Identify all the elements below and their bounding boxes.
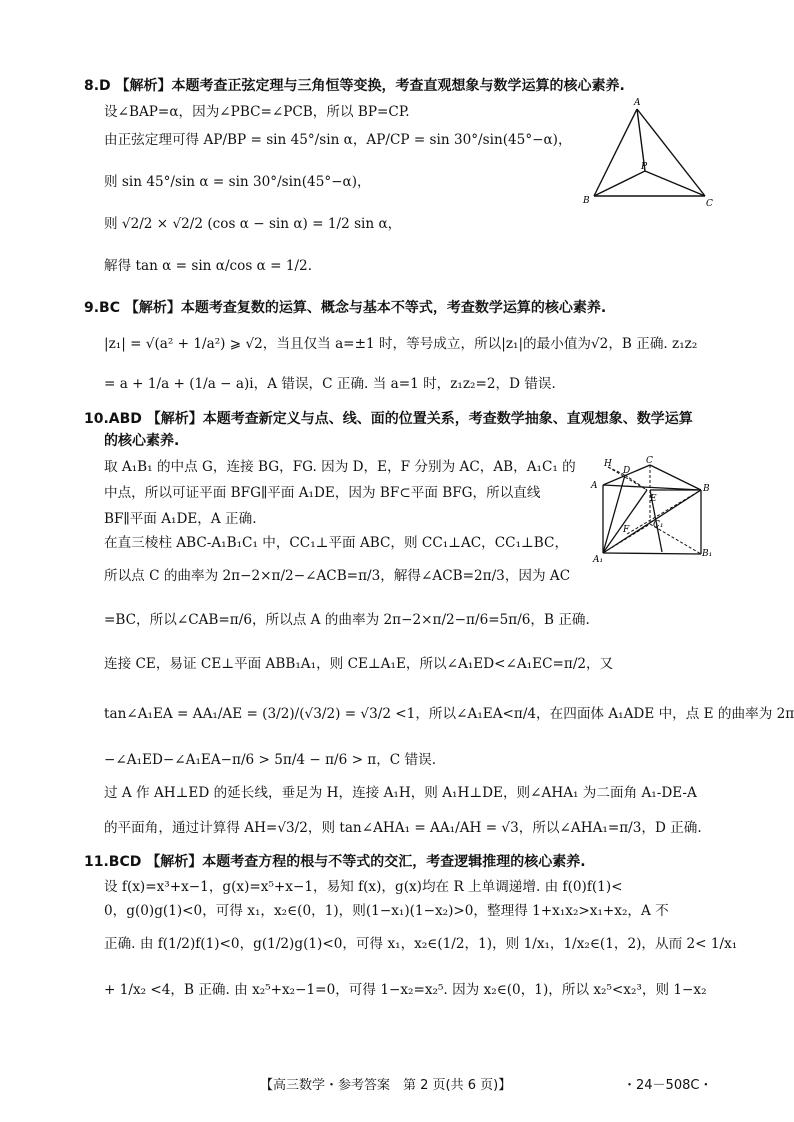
prism-label-b: B [703,484,710,494]
q10-line-7: 连接 CE，易证 CE⊥平面 ABB₁A₁，则 CE⊥A₁E，所以∠A₁ED<∠A₁EC=π/2，又 [104,656,614,672]
footer-page-info: 【高三数学・参考答案 第 2 页(共 6 页)】 [260,1078,512,1093]
point-p-label: P [641,162,648,172]
q10-heading: 10.ABD 【解析】本题考查新定义与点、线、面的位置关系，考查数学抽象、直观想象、数学运算 [84,411,693,427]
q8-line-3: 则 sin 45°/sin α = sin 30°/sin(45°−α)， [104,174,371,190]
q10-line-2: 中点，所以可证平面 BFG∥平面 A₁DE，因为 BF⊂平面 BFG，所以直线 [104,485,541,501]
prism-label-c: C [646,456,653,466]
q10-line-10: 过 A 作 AH⊥ED 的延长线，垂足为 H，连接 A₁H，则 A₁H⊥DE，则∠AHA₁ 为二面角 A₁-DE-A [104,785,697,801]
q9-line-2: = a + 1/a + (1/a − a)i，A 错误，C 正确. 当 a=1 时，z₁z₂=2，D 错误. [104,376,556,392]
triangle-figure [578,96,718,212]
q9-line-1: |z₁| = √(a² + 1/a²) ⩾ √2，当且仅当 a=±1 时，等号成立，所以|z₁|的最小值为√2，B 正确. z₁z₂ [104,336,698,352]
q11-heading: 11.BCD 【解析】本题考查方程的根与不等式的交汇，考查逻辑推理的核心素养. [84,854,586,870]
prism-label-h: H [604,459,612,469]
vertex-b-label: B [583,196,590,206]
q10-line-3: BF∥平面 A₁DE，A 正确. [104,511,257,527]
q9-heading: 9.BC 【解析】本题考查复数的运算、概念与基本不等式，考查数学运算的核心素养. [84,300,607,316]
q11-line-4: + 1/x₂ <4，B 正确. 由 x₂⁵+x₂−1=0，可得 1−x₂=x₂⁵. 因为 x₂∈(0，1)，所以 x₂⁵<x₂³，则 1−x₂ [104,982,707,998]
prism-label-b1: B₁ [702,549,713,559]
q11-line-2: 0，g(0)g(1)<0，可得 x₁，x₂∈(0，1)，则(1−x₁)(1−x₂)>0，整理得 1+x₁x₂>x₁+x₂，A 不 [104,903,669,919]
q10-line-4: 在直三棱柱 ABC-A₁B₁C₁ 中，CC₁⊥平面 ABC，则 CC₁⊥AC，CC₁⊥BC， [104,535,569,551]
q10-line-5: 所以点 C 的曲率为 2π−2×π/2−∠ACB=π/3，解得∠ACB=2π/3，因为 AC [104,568,571,584]
vertex-c-label: C [706,199,713,209]
prism-label-d: D [623,466,631,476]
q10-line-8: tan∠A₁EA = AA₁/AE = (3/2)/(√3/2) = √3/2 <1，所以∠A₁EA<π/4，在四面体 A₁ADE 中，点 E 的曲率为 2π [104,706,794,722]
q8-heading: 8.D 【解析】本题考查正弦定理与三角恒等变换，考查直观想象与数学运算的核心素养. [84,78,625,94]
q11-line-1: 设 f(x)=x³+x−1，g(x)=x⁵+x−1，易知 f(x)，g(x)均在 R 上单调递增. 由 f(0)f(1)< [104,879,623,895]
prism-figure [590,454,720,564]
prism-label-c1: C₁ [653,520,664,530]
q8-line-4: 则 √2/2 × √2/2 (cos α − sin α) = 1/2 sin α， [104,216,402,232]
q8-line-1: 设∠BAP=α，因为∠PBC=∠PCB，所以 BP=CP. [104,104,410,120]
q10-line-6: =BC，所以∠CAB=π/6，所以点 A 的曲率为 2π−2×π/2−π/6=5π/6，B 正确. [104,612,590,628]
prism-label-a: A [591,481,598,491]
q8-line-5: 解得 tan α = sin α/cos α = 1/2. [104,258,313,274]
q10-line-9: −∠A₁ED−∠A₁EA−π/6 > 5π/4 − π/6 > π，C 错误. [104,752,437,768]
q11-line-3: 正确. 由 f(1/2)f(1)<0，g(1/2)g(1)<0，可得 x₁，x₂∈(1/2，1)，则 1/x₁，1/x₂∈(1，2)，从而 2< 1/x₁ [104,936,738,952]
q10-line-1: 取 A₁B₁ 的中点 G，连接 BG，FG. 因为 D，E，F 分别为 AC，AB，A₁C₁ 的 [104,459,576,475]
footer-code: ・24－508C・ [623,1078,713,1093]
prism-label-e: E [650,494,657,504]
vertex-a-label: A [634,98,641,108]
prism-label-f: F [623,525,630,535]
prism-label-a1: A₁ [593,555,604,564]
q8-line-2: 由正弦定理可得 AP/BP = sin 45°/sin α，AP/CP = sin 30°/sin(45°−α)， [104,132,572,148]
q10-heading-continued: 的核心素养. [104,433,180,449]
q10-line-11: 的平面角，通过计算得 AH=√3/2，则 tan∠AHA₁ = AA₁/AH = √3，所以∠AHA₁=π/3，D 正确. [104,820,702,836]
